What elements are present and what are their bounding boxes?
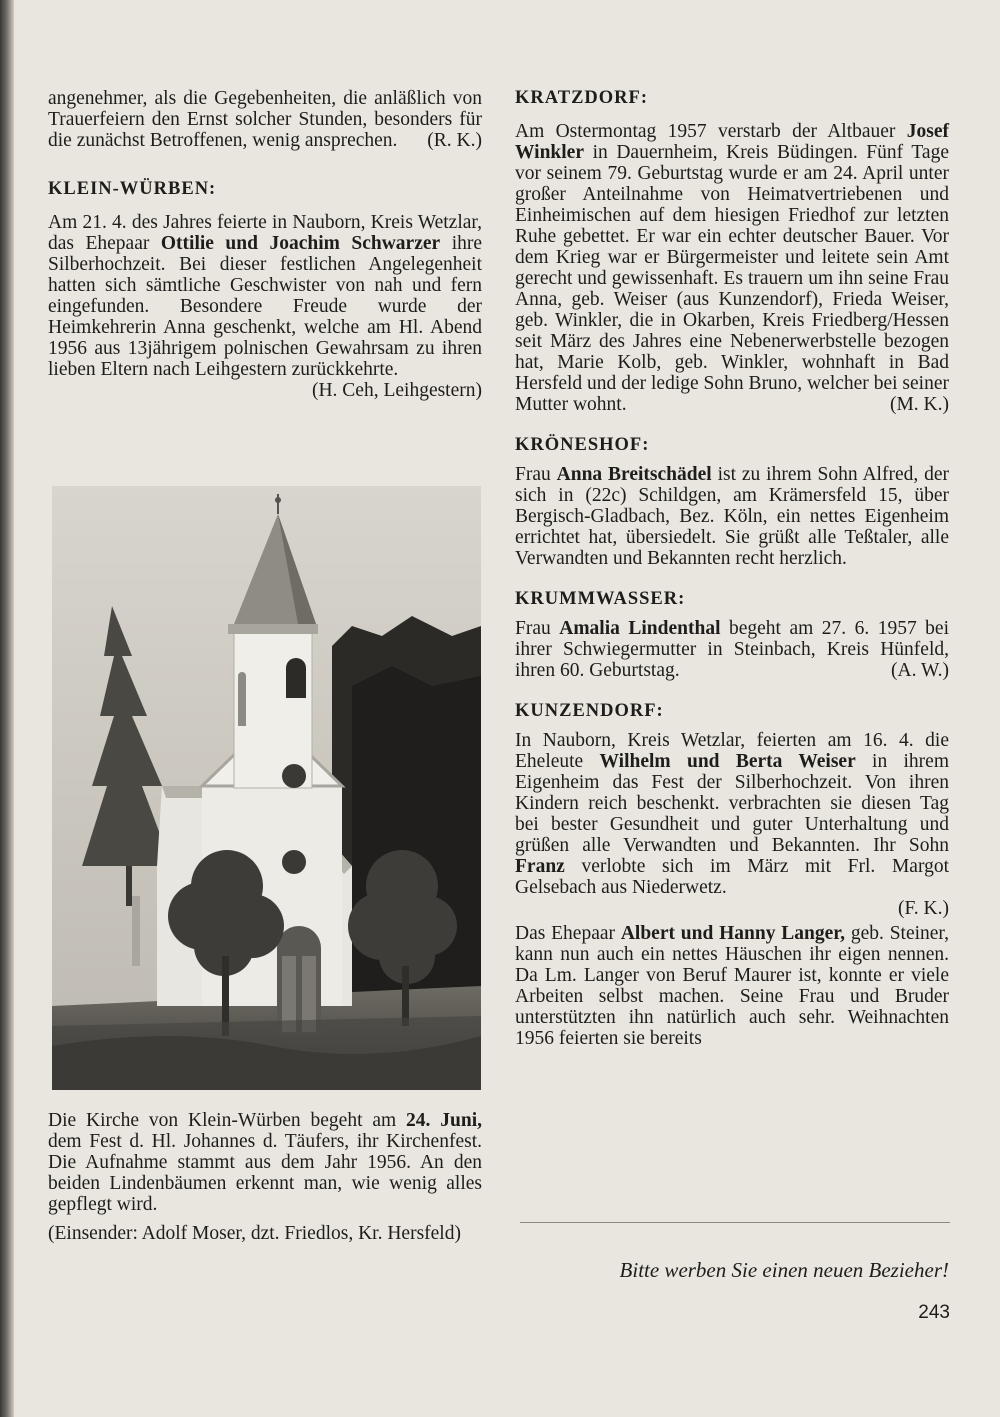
heading-kunzendorf: KUNZENDORF: xyxy=(515,701,664,721)
intro-attribution: (R. K.) xyxy=(427,130,482,151)
kratzdorf-paragraph: Am Ostermontag 1957 verstarb der Altbauer Josef Winkler in Dauernheim, Kreis Büdingen. Fünf Tage vor seinem 79. Geburtstag wurde er am 24. April unter großer Anteilnahme von Heimatvertriebenen und Einheimischen auf dem hiesigen Friedhof zur letzten Ruhe gebettet. Er war ein echter deutscher Bauer. Vor dem Krieg war er Bürgermeister und leitete sein Amt gerecht und gewissenhaft. Es trauern um ihn seine Frau Anna, geb. Weiser (aus Kunzendorf), Frieda Weiser, geb. Winkler, die in Okarben, Kreis Friedberg/Hessen seit März des Jahres eine Nebenerwerbstelle bezogen hat, Marie Kolb, geb. Winkler, wohnhaft in Bad Hersfeld und der ledige Sohn Bruno, welcher bei seiner Mutter wohnt. (M. K.) xyxy=(515,121,950,415)
heading-klein-wuerben: KLEIN-WÜRBEN: xyxy=(48,179,217,199)
kunzendorf-attribution: (F. K.) xyxy=(898,898,949,919)
klein-wuerben-paragraph: Am 21. 4. des Jahres feierte in Nauborn, Kreis Wetzlar, das Ehepaar Ottilie und Joachim Schwarzer ihre Silberhochzeit. Bei dieser festlichen Angelegenheit hatten sich sämtliche Geschwister von nah und fern eingefunden. Besondere Freude wurde der Heimkehrerin Anna geschenkt, welche am Hl. Abend 1956 aus 13jährigem polnischen Gewahrsam zu ihren lieben Eltern nach Leihgestern zurückkehrte. xyxy=(48,212,483,380)
subscriber-slogan: Bitte werben Sie einen neuen Bezieher! xyxy=(619,1258,949,1282)
left-column xyxy=(48,88,482,401)
heading-krummwasser: KRUMMWASSER: xyxy=(515,589,686,609)
heading-kroeneshof: KRÖNESHOF: xyxy=(515,435,650,455)
krummwasser-paragraph: Frau Amalia Lindenthal begeht am 27. 6. 1957 bei ihrer Schwiegermutter in Steinbach, Kreis Hünfeld, ihren 60. Geburtstag. (A. W.) xyxy=(515,618,950,681)
kratzdorf-attribution: (M. K.) xyxy=(889,394,949,415)
klein-wuerben-attribution: (H. Ceh, Leihgestern) xyxy=(311,380,482,401)
page-number: 243 xyxy=(918,1302,950,1323)
intro-paragraph: angenehmer, als die Gegebenheiten, die anläßlich von Trauerfeiern den Ernst solcher Stunden, besonders für die zunächst Betroffenen, wenig ansprechen. (R. K.) xyxy=(48,88,482,151)
church-photo xyxy=(52,486,481,1090)
book-spine-shadow xyxy=(0,0,14,1417)
right-column xyxy=(515,88,949,1049)
heading-kratzdorf: KRATZDORF: xyxy=(515,88,648,108)
footer-divider xyxy=(520,1222,950,1223)
caption-sender: (Einsender: Adolf Moser, dzt. Friedlos, Kr. Hersfeld) xyxy=(48,1223,461,1244)
krummwasser-attribution: (A. W.) xyxy=(891,660,949,681)
caption-text: Die Kirche von Klein-Würben begeht am 24. Juni, dem Fest d. Hl. Johannes d. Täufers, ihr Kirchenfest. Die Aufnahme stammt aus dem Jahr 1956. An den beiden Lindenbäumen erkennt man, wie wenig alles gepflegt wird. xyxy=(48,1110,482,1215)
kroeneshof-paragraph: Frau Anna Breitschädel ist zu ihrem Sohn Alfred, der sich in (22c) Schildgen, am Krämersfeld 15, über Bergisch-Gladbach, Bez. Köln, ein nettes Eigenheim errichtet hat, übersiedelt. Sie grüßt alle Teßtaler, alle Verwandten und Bekannten recht herzlich. xyxy=(515,464,950,569)
kunzendorf-paragraph-1: In Nauborn, Kreis Wetzlar, feierten am 16. 4. die Eheleute Wilhelm und Berta Weiser in ihrem Eigenheim das Fest der Silberhochzeit. Von ihren Kindern reich beschenkt. verbrachten sie diesen Tag bei bester Gesundheit und guter Unterhaltung und grüßen alle Verwandten und Bekannten. Ihr Sohn Franz verlobte sich im März mit Frl. Margot Gelsebach aus Niederwetz. xyxy=(515,730,950,898)
kunzendorf-paragraph-2: Das Ehepaar Albert und Hanny Langer, geb. Steiner, kann nun auch ein nettes Häuschen ihr eigen nennen. Da Lm. Langer von Beruf Maurer ist, konnte er viele Arbeiten selbst machen. Seine Frau und Bruder unterstützten ihn natürlich auch sehr. Weihnachten 1956 feierten sie bereits xyxy=(515,923,950,1049)
photo-caption xyxy=(48,1110,482,1244)
